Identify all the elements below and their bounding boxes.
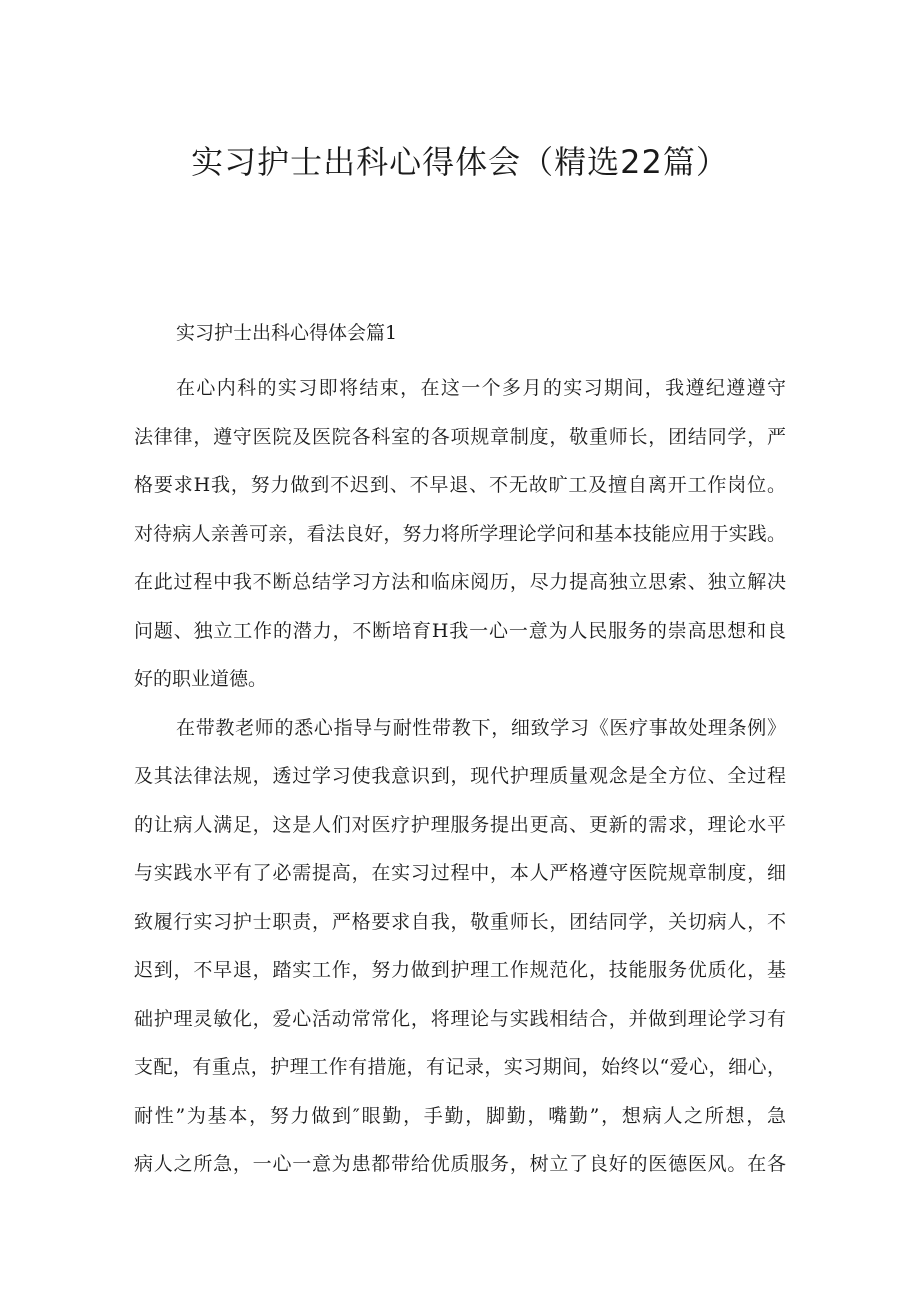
text-line: 础护理灵敏化，爱心活动常常化，将理论与实践相结合，并做到理论学习有 [134, 1007, 786, 1030]
document-title: 实习护士出科心得体会（精选22篇） [191, 143, 729, 181]
text-line: 支配，有重点，护理工作有措施，有记录，实习期间，始终以“爱心，细心， [134, 1056, 786, 1078]
text-line: 在带教老师的悉心指导与耐性带教下，细致学习《医疗事故处理条例》 [176, 716, 786, 739]
text-line: 对待病人亲善可亲，看法良好，努力将所学理论学问和基本技能应用于实践。 [134, 522, 786, 545]
section-heading: 实习护士出科心得体会篇1 [176, 322, 398, 344]
text-line: 在此过程中我不断总结学习方法和临床阅历，尽力提高独立思索、独立解决 [134, 571, 786, 593]
text-line: 问题、独立工作的潜力，不断培育H我一心一意为人民服务的崇高思想和良 [134, 619, 786, 642]
text-line: 迟到，不早退，踏实工作，努力做到护理工作规范化，技能服务优质化，基 [134, 959, 786, 981]
paragraph-2 [134, 704, 786, 1189]
text-line: 法律律，遵守医院及医院各科室的各项规章制度，敬重师长，团结同学，严 [134, 425, 786, 448]
text-line: 与实践水平有了必需提高，在实习过程中，本人严格遵守医院规章制度，细 [134, 862, 786, 884]
text-line: 在心内科的实习即将结束，在这一个多月的实习期间，我遵纪遵遵守 [176, 377, 786, 399]
text-line: 格要求H我，努力做到不迟到、不早退、不无故旷工及擅自离开工作岗位。 [134, 474, 786, 496]
text-line: 致履行实习护士职责，严格要求自我，敬重师长，团结同学，关切病人，不 [134, 910, 786, 933]
text-line: 耐性”为基本，努力做到″眼勤，手勤，脚勤，嘴勤”，想病人之所想，急 [134, 1104, 786, 1127]
text-line: 及其法律法规，透过学习使我意识到，现代护理质量观念是全方位、全过程 [134, 765, 786, 787]
paragraph-1 [134, 364, 786, 704]
text-line: 好的职业道德。 [134, 668, 268, 690]
text-line: 的让病人满足，这是人们对医疗护理服务提出更高、更新的需求，理论水平 [134, 813, 786, 836]
text-line: 病人之所急，一心一意为患都带给优质服务，树立了良好的医德医风。在各 [134, 1153, 786, 1175]
document-body [134, 364, 786, 1189]
